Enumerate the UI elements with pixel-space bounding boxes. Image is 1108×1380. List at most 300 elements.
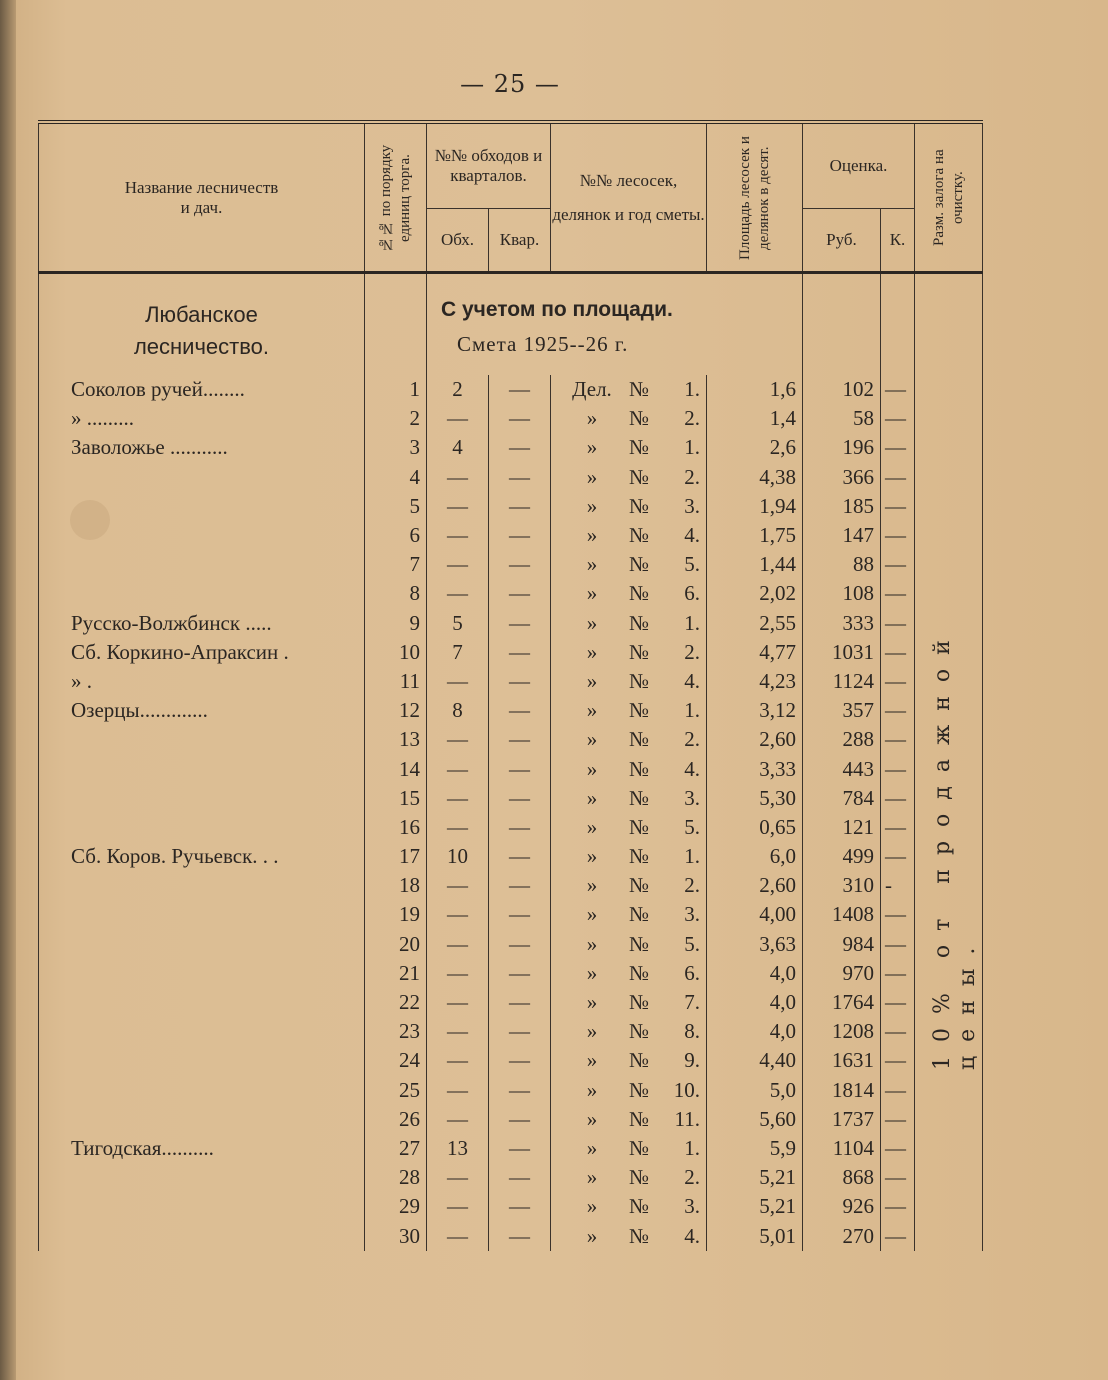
row-kvartal: — — [489, 696, 551, 725]
row-obkhod: — — [427, 550, 489, 579]
row-lesosek — [551, 1192, 707, 1221]
row-kop: — — [881, 1105, 915, 1134]
row-lesosek-del: » — [586, 1194, 598, 1219]
row-obkhod: — — [427, 725, 489, 754]
row-lesosek-del: » — [586, 727, 598, 752]
row-lot-number: 6 — [365, 521, 427, 550]
row-lesosek — [551, 492, 707, 521]
row-rub: 1124 — [803, 667, 881, 696]
row-lot-number: 16 — [365, 813, 427, 842]
row-lot-number: 23 — [365, 1017, 427, 1046]
row-rub: 868 — [803, 1163, 881, 1192]
row-rub: 357 — [803, 696, 881, 725]
row-kvartal: — — [489, 550, 551, 579]
row-name — [39, 1046, 365, 1075]
row-lot-number: 30 — [365, 1221, 427, 1250]
row-area: 4,0 — [707, 1017, 803, 1046]
row-name — [39, 1105, 365, 1134]
table-row — [39, 1163, 983, 1192]
row-lesosek-del: » — [586, 639, 598, 664]
row-name — [39, 1221, 365, 1250]
row-kop: — — [881, 725, 915, 754]
row-lot-number: 28 — [365, 1163, 427, 1192]
row-area: 5,0 — [707, 1076, 803, 1105]
row-lesosek-del: » — [586, 1019, 598, 1044]
row-lesosek-del: » — [586, 960, 598, 985]
header-kvartal: Квар. — [489, 209, 551, 273]
row-lot-number: 17 — [365, 842, 427, 871]
row-obkhod: — — [427, 579, 489, 608]
row-lesosek-sym: № — [628, 873, 650, 898]
row-name — [39, 1192, 365, 1221]
row-lesosek-sym: № — [628, 727, 650, 752]
row-lesosek-sym: № — [628, 1165, 650, 1190]
row-area: 0,65 — [707, 813, 803, 842]
row-obkhod: — — [427, 1017, 489, 1046]
row-lesosek-num: 7. — [684, 990, 700, 1015]
row-lesosek — [551, 463, 707, 492]
row-lesosek-num: 5. — [684, 931, 700, 956]
row-lot-number: 18 — [365, 871, 427, 900]
row-lesosek — [551, 638, 707, 667]
row-zalog — [915, 1192, 983, 1221]
row-kvartal: — — [489, 375, 551, 404]
row-lesosek-num: 6. — [684, 960, 700, 985]
row-lot-number: 15 — [365, 784, 427, 813]
row-obkhod: — — [427, 492, 489, 521]
header-area: Площадь лесосек и делянок в десят. — [707, 122, 803, 273]
row-lot-number: 7 — [365, 550, 427, 579]
row-obkhod: — — [427, 1192, 489, 1221]
row-area: 1,94 — [707, 492, 803, 521]
row-name — [39, 900, 365, 929]
row-lesosek-num: 3. — [684, 493, 700, 518]
row-lesosek-del: » — [586, 814, 598, 839]
row-obkhod: 13 — [427, 1134, 489, 1163]
row-lesosek — [551, 1221, 707, 1250]
row-kop: - — [881, 871, 915, 900]
row-area: 5,01 — [707, 1221, 803, 1250]
row-kvartal: — — [489, 813, 551, 842]
row-obkhod: — — [427, 1105, 489, 1134]
page-number: — 25 — — [460, 70, 560, 98]
row-lesosek-del: » — [586, 902, 598, 927]
row-name: Русско-Волжбинск ..... — [39, 609, 365, 638]
row-area: 6,0 — [707, 842, 803, 871]
table-row — [39, 1134, 983, 1163]
table-row — [39, 725, 983, 754]
row-lot-number: 27 — [365, 1134, 427, 1163]
row-zalog — [915, 375, 983, 404]
row-rub: 270 — [803, 1221, 881, 1250]
row-rub: 926 — [803, 1192, 881, 1221]
row-lesosek — [551, 1105, 707, 1134]
row-kvartal: — — [489, 667, 551, 696]
row-kop: — — [881, 813, 915, 842]
row-rub: 88 — [803, 550, 881, 579]
row-name — [39, 550, 365, 579]
row-lesosek-sym: № — [628, 464, 650, 489]
row-name — [39, 784, 365, 813]
header-name-line2: и дач. — [180, 197, 223, 217]
row-lot-number: 10 — [365, 638, 427, 667]
row-lesosek — [551, 609, 707, 638]
table-row — [39, 667, 983, 696]
row-obkhod: 10 — [427, 842, 489, 871]
row-kvartal: — — [489, 1046, 551, 1075]
row-rub: 288 — [803, 725, 881, 754]
row-lesosek-sym: № — [628, 668, 650, 693]
row-kvartal: — — [489, 988, 551, 1017]
row-area: 2,02 — [707, 579, 803, 608]
row-lesosek-sym: № — [628, 990, 650, 1015]
row-kvartal: — — [489, 609, 551, 638]
row-name: » . — [39, 667, 365, 696]
row-area: 1,75 — [707, 521, 803, 550]
row-name — [39, 521, 365, 550]
row-zalog — [915, 1134, 983, 1163]
row-rub: 185 — [803, 492, 881, 521]
row-lesosek — [551, 754, 707, 783]
row-obkhod: — — [427, 754, 489, 783]
row-rub: 1031 — [803, 638, 881, 667]
row-kop: — — [881, 1163, 915, 1192]
row-area: 1,4 — [707, 404, 803, 433]
row-lesosek — [551, 521, 707, 550]
row-lesosek-sym: № — [628, 523, 650, 548]
row-obkhod: — — [427, 1221, 489, 1250]
row-lesosek — [551, 375, 707, 404]
row-area: 5,30 — [707, 784, 803, 813]
row-lesosek — [551, 813, 707, 842]
row-lesosek — [551, 1046, 707, 1075]
row-rub: 1104 — [803, 1134, 881, 1163]
row-rub: 1631 — [803, 1046, 881, 1075]
row-lesosek-sym: № — [628, 1048, 650, 1073]
row-kvartal: — — [489, 784, 551, 813]
row-lesosek-del: » — [586, 1106, 598, 1131]
row-rub: 1764 — [803, 988, 881, 1017]
row-lesosek-sym: № — [628, 960, 650, 985]
row-kvartal: — — [489, 1134, 551, 1163]
row-kvartal: — — [489, 521, 551, 550]
row-obkhod: — — [427, 813, 489, 842]
row-lesosek-sym: № — [628, 1194, 650, 1219]
row-obkhod: — — [427, 667, 489, 696]
row-area: 4,38 — [707, 463, 803, 492]
row-rub: 102 — [803, 375, 881, 404]
row-lesosek-num: 4. — [684, 523, 700, 548]
row-lot-number: 5 — [365, 492, 427, 521]
row-area: 4,23 — [707, 667, 803, 696]
row-name: Заволожье ........... — [39, 433, 365, 462]
row-name: » ......... — [39, 404, 365, 433]
forestry-lots-table — [38, 120, 983, 1251]
row-lot-number: 12 — [365, 696, 427, 725]
row-kvartal: — — [489, 1017, 551, 1046]
row-lesosek — [551, 871, 707, 900]
row-obkhod: — — [427, 1163, 489, 1192]
row-lesosek — [551, 579, 707, 608]
row-lesosek-num: 2. — [684, 464, 700, 489]
table-row — [39, 1046, 983, 1075]
row-kop: — — [881, 375, 915, 404]
row-lesosek — [551, 696, 707, 725]
row-lesosek-sym: № — [628, 756, 650, 781]
row-area: 4,00 — [707, 900, 803, 929]
row-obkhod: — — [427, 404, 489, 433]
row-kop: — — [881, 1221, 915, 1250]
row-rub: 333 — [803, 609, 881, 638]
row-lot-number: 26 — [365, 1105, 427, 1134]
row-lesosek-del: Дел. — [572, 377, 612, 402]
row-lesosek-num: 1. — [684, 377, 700, 402]
row-name — [39, 930, 365, 959]
row-lesosek-num: 2. — [684, 639, 700, 664]
row-lesosek-num: 6. — [684, 581, 700, 606]
row-zalog — [915, 1163, 983, 1192]
row-lesosek-sym: № — [628, 493, 650, 518]
row-lesosek-del: » — [586, 523, 598, 548]
row-kop: — — [881, 404, 915, 433]
row-lesosek-num: 1. — [684, 1135, 700, 1160]
header-lesosek: №№ лесосек, делянок и год сметы. — [551, 122, 707, 273]
row-lot-number: 29 — [365, 1192, 427, 1221]
row-kvartal: — — [489, 579, 551, 608]
row-name: Тигодская.......... — [39, 1134, 365, 1163]
row-kvartal: — — [489, 842, 551, 871]
row-kop: — — [881, 959, 915, 988]
row-kop: — — [881, 754, 915, 783]
row-area: 1,44 — [707, 550, 803, 579]
row-lot-number: 20 — [365, 930, 427, 959]
row-name — [39, 492, 365, 521]
row-name — [39, 754, 365, 783]
row-lesosek-del: » — [586, 873, 598, 898]
row-lesosek-sym: № — [628, 1223, 650, 1248]
row-lesosek — [551, 433, 707, 462]
row-lesosek-sym: № — [628, 377, 650, 402]
row-name: Сб. Коров. Ручьевск. . . — [39, 842, 365, 871]
row-zalog — [915, 433, 983, 462]
row-lesosek-num: 4. — [684, 756, 700, 781]
row-lesosek — [551, 404, 707, 433]
row-lot-number: 25 — [365, 1076, 427, 1105]
row-lesosek-del: » — [586, 844, 598, 869]
row-lesosek — [551, 550, 707, 579]
forestry-title: Любанское лесничество. — [39, 273, 365, 376]
row-kop: — — [881, 638, 915, 667]
row-obkhod: — — [427, 784, 489, 813]
row-area: 2,6 — [707, 433, 803, 462]
row-obkhod: — — [427, 463, 489, 492]
row-lesosek-sym: № — [628, 814, 650, 839]
row-kop: — — [881, 1134, 915, 1163]
row-rub: 1208 — [803, 1017, 881, 1046]
row-kop: — — [881, 784, 915, 813]
row-lesosek-del: » — [586, 1135, 598, 1160]
row-zalog — [915, 404, 983, 433]
row-lesosek — [551, 959, 707, 988]
row-lot-number: 11 — [365, 667, 427, 696]
row-rub: 121 — [803, 813, 881, 842]
row-kop: — — [881, 988, 915, 1017]
row-area: 4,0 — [707, 959, 803, 988]
row-rub: 443 — [803, 754, 881, 783]
row-lesosek — [551, 842, 707, 871]
row-lesosek-num: 4. — [684, 668, 700, 693]
row-lesosek — [551, 667, 707, 696]
row-name: Озерцы............. — [39, 696, 365, 725]
row-lesosek-sym: № — [628, 1106, 650, 1131]
row-area: 4,40 — [707, 1046, 803, 1075]
table-row — [39, 813, 983, 842]
table-row — [39, 1017, 983, 1046]
row-lesosek — [551, 930, 707, 959]
row-lot-number: 2 — [365, 404, 427, 433]
row-lot-number: 21 — [365, 959, 427, 988]
row-lot-number: 4 — [365, 463, 427, 492]
table-row — [39, 433, 983, 462]
row-lesosek-num: 10. — [673, 1077, 700, 1102]
row-rub: 310 — [803, 871, 881, 900]
row-obkhod: — — [427, 1046, 489, 1075]
row-rub: 784 — [803, 784, 881, 813]
row-name — [39, 1017, 365, 1046]
row-lesosek-num: 2. — [684, 1165, 700, 1190]
header-kop: К. — [881, 209, 915, 273]
table-row — [39, 754, 983, 783]
row-lesosek — [551, 1163, 707, 1192]
row-kop: — — [881, 1017, 915, 1046]
row-lesosek-sym: № — [628, 610, 650, 635]
row-lesosek-num: 1. — [684, 435, 700, 460]
section-header-row — [39, 273, 983, 376]
header-ocenka: Оценка. — [803, 122, 915, 209]
row-kvartal: — — [489, 959, 551, 988]
row-lesosek — [551, 988, 707, 1017]
row-rub: 1737 — [803, 1105, 881, 1134]
table-row — [39, 1076, 983, 1105]
table-row — [39, 696, 983, 725]
row-rub: 108 — [803, 579, 881, 608]
row-lesosek-del: » — [586, 493, 598, 518]
row-obkhod: — — [427, 900, 489, 929]
row-kop: — — [881, 930, 915, 959]
table-row — [39, 550, 983, 579]
row-lesosek-sym: № — [628, 785, 650, 810]
row-lesosek-num: 2. — [684, 873, 700, 898]
row-lesosek-sym: № — [628, 1077, 650, 1102]
row-kop: — — [881, 463, 915, 492]
row-kvartal: — — [489, 930, 551, 959]
row-kvartal: — — [489, 638, 551, 667]
row-kvartal: — — [489, 871, 551, 900]
header-zalog: Разм. залога на очистку. — [915, 122, 983, 273]
row-lesosek-del: » — [586, 990, 598, 1015]
row-obkhod: — — [427, 959, 489, 988]
table-row — [39, 609, 983, 638]
row-lesosek-num: 1. — [684, 698, 700, 723]
row-name: Сб. Коркино-Апраксин . — [39, 638, 365, 667]
table-row — [39, 988, 983, 1017]
row-name — [39, 725, 365, 754]
row-obkhod: — — [427, 871, 489, 900]
row-kvartal: — — [489, 433, 551, 462]
row-kop: — — [881, 579, 915, 608]
row-lot-number: 13 — [365, 725, 427, 754]
row-kop: — — [881, 1076, 915, 1105]
row-lesosek — [551, 900, 707, 929]
table-row — [39, 375, 983, 404]
row-name — [39, 463, 365, 492]
row-obkhod: 7 — [427, 638, 489, 667]
row-area: 3,12 — [707, 696, 803, 725]
row-rub: 499 — [803, 842, 881, 871]
row-area: 2,55 — [707, 609, 803, 638]
row-lesosek-del: » — [586, 610, 598, 635]
row-lesosek-del: » — [586, 931, 598, 956]
row-lesosek-del: » — [586, 581, 598, 606]
row-area: 5,9 — [707, 1134, 803, 1163]
section-accounting: С учетом по площади. Смета 1925--26 г. — [427, 273, 803, 376]
row-zalog — [915, 1076, 983, 1105]
row-area: 4,0 — [707, 988, 803, 1017]
header-name-line1: Название лесничеств — [124, 177, 279, 197]
row-kop: — — [881, 1046, 915, 1075]
row-name: Соколов ручей........ — [39, 375, 365, 404]
row-lot-number: 9 — [365, 609, 427, 638]
row-rub: 970 — [803, 959, 881, 988]
row-lesosek-del: » — [586, 698, 598, 723]
header-name — [39, 122, 365, 273]
row-lesosek-num: 3. — [684, 902, 700, 927]
row-lesosek-sym: № — [628, 844, 650, 869]
row-lesosek-del: » — [586, 1077, 598, 1102]
row-lot-number: 8 — [365, 579, 427, 608]
row-area: 3,63 — [707, 930, 803, 959]
row-area: 3,33 — [707, 754, 803, 783]
row-rub: 984 — [803, 930, 881, 959]
row-area: 5,60 — [707, 1105, 803, 1134]
row-lesosek-del: » — [586, 668, 598, 693]
row-kop: — — [881, 1192, 915, 1221]
row-lesosek — [551, 1017, 707, 1046]
row-lesosek-del: » — [586, 1048, 598, 1073]
row-name — [39, 813, 365, 842]
row-lesosek-sym: № — [628, 1135, 650, 1160]
table-row — [39, 842, 983, 871]
row-lesosek-num: 1. — [684, 844, 700, 869]
row-lesosek-num: 9. — [684, 1048, 700, 1073]
row-kvartal: — — [489, 1192, 551, 1221]
row-area: 2,60 — [707, 871, 803, 900]
row-name — [39, 959, 365, 988]
row-lesosek-del: » — [586, 552, 598, 577]
row-obkhod: 5 — [427, 609, 489, 638]
deposit-note: 10% от продажной цены. — [930, 626, 980, 1070]
row-lesosek — [551, 725, 707, 754]
row-obkhod: — — [427, 988, 489, 1017]
row-lot-number: 19 — [365, 900, 427, 929]
row-lot-number: 22 — [365, 988, 427, 1017]
row-kvartal: — — [489, 725, 551, 754]
row-lesosek-num: 3. — [684, 785, 700, 810]
row-lesosek-sym: № — [628, 406, 650, 431]
row-name — [39, 1163, 365, 1192]
row-kvartal: — — [489, 1076, 551, 1105]
row-lot-number: 24 — [365, 1046, 427, 1075]
